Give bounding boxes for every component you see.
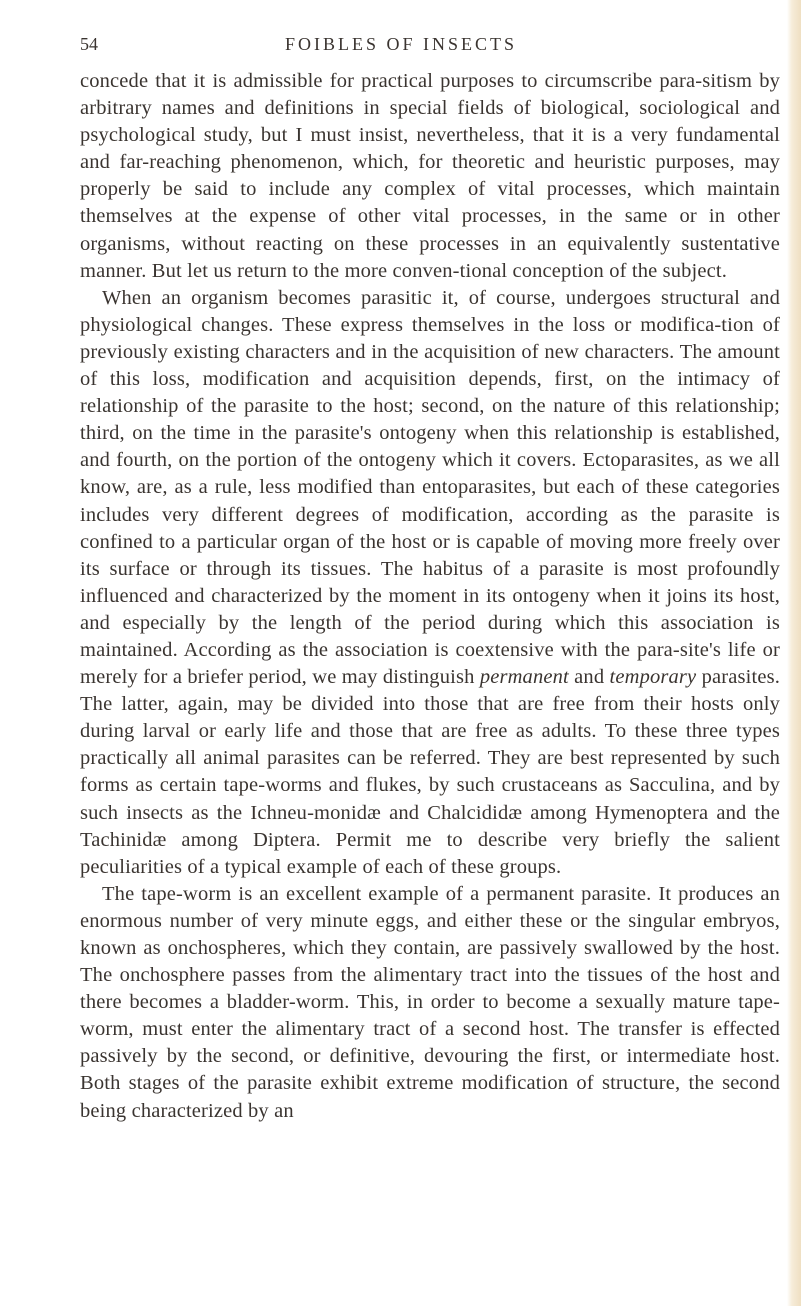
- italic-term-permanent: permanent: [479, 666, 569, 689]
- italic-term-temporary: temporary: [609, 666, 697, 689]
- paragraph-text: and: [568, 666, 610, 689]
- paragraph: [80, 68, 780, 285]
- body-text: [80, 68, 780, 1125]
- running-head: [80, 34, 780, 62]
- paragraph-text: parasites. The latter, again, may be divided into those that are free from their hosts only during larval or early life and those that are free as adults. To these three types practically all animal parasites can be referred. They are best represented by such forms as certain tape-worms and flukes, by such crustaceans as Sacculina, and by such insects as the Ichneu-monidæ and Chalcididæ among Hymenoptera and the Tachinidæ among Diptera. Permit me to describe very briefly the salient peculiarities of a typical example of each of these groups.: [80, 666, 780, 878]
- paragraph: [80, 881, 780, 1125]
- paragraph-text: When an organism becomes parasitic it, of course, undergoes structural and physiological changes. These express themselves in the loss or modifica-tion of previously existing characters and in the acquisition of new characters. The amount of this loss, modification and acquisition depends, first, on the intimacy of relationship of the parasite to the host; second, on the nature of this relationship; third, on the time in the parasite's ontogeny when this relationship is established, and fourth, on the portion of the ontogeny which it covers. Ectoparasites, as we all know, are, as a rule, less modified than entoparasites, but each of these categories includes very different degrees of modification, according as the parasite is confined to a particular organ of the host or is capable of moving more freely over its surface or through its tissues. The habitus of a parasite is most profoundly influenced and characterized by the moment in its ontogeny when it joins its host, and especially by the length of the period during which this association is maintained. According as the association is coextensive with the para-site's life or merely for a briefer period, we may distinguish: [80, 286, 780, 689]
- page-edge-shadow: [787, 0, 801, 1306]
- paragraph-text: The tape-worm is an excellent example of a permanent parasite. It produces an enormous number of very minute eggs, and either these or the singular embryos, known as onchospheres, which they contain, are passively swallowed by the host. The onchosphere passes from the alimentary tract into the tissues of the host and there becomes a bladder-worm. This, in order to become a sexually mature tape-worm, must enter the alimentary tract of a second host. The transfer is effected passively by the second, or definitive, devouring the first, or intermediate host. Both stages of the parasite exhibit extreme modification of structure, the second being characterized by an: [80, 882, 780, 1122]
- paragraph-text: concede that it is admissible for practical purposes to circumscribe para-sitism by arbitrary names and definitions in special fields of biological, sociological and psychological study, but I must insist, nevertheless, that it is a very fundamental and far-reaching phenomenon, which, for theoretic and heuristic purposes, may properly be said to include any complex of vital processes, which maintain themselves at the expense of other vital processes, in the same or in other organisms, without reacting on these processes in an equivalently sustentative manner. But let us return to the more conven-tional conception of the subject.: [80, 70, 780, 282]
- paragraph: [80, 285, 780, 881]
- page-number: 54: [80, 34, 98, 54]
- book-page: [80, 34, 780, 1125]
- running-title: FOIBLES OF INSECTS: [285, 34, 518, 54]
